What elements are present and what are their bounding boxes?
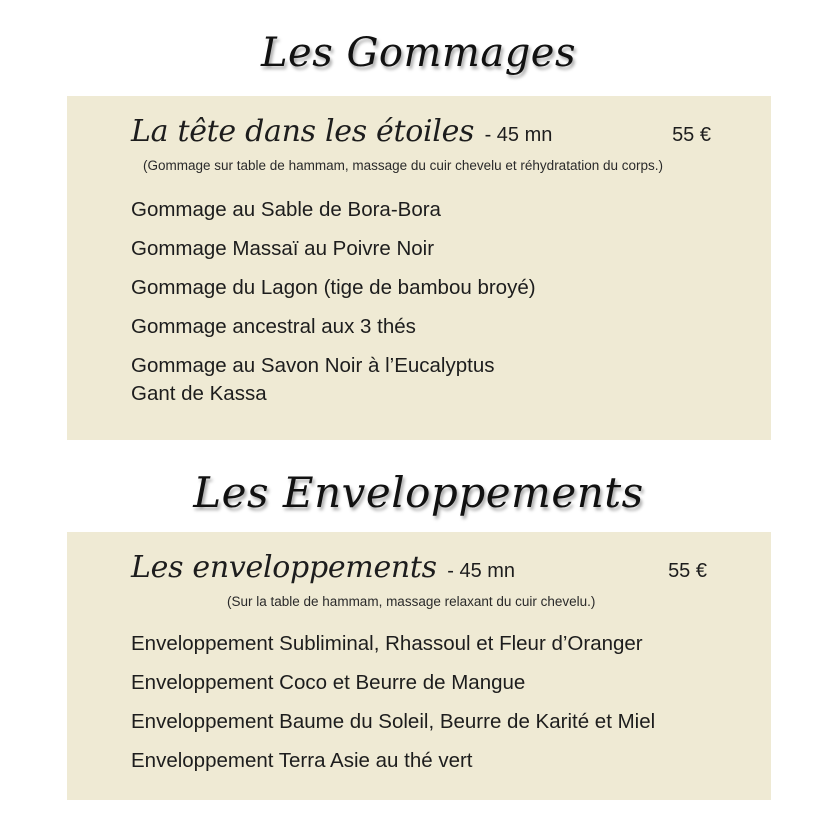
list-item: Gommage Massaï au Poivre Noir [131, 237, 435, 260]
treatment-duration: - 45 mn [447, 560, 516, 582]
list-item: Gommage au Savon Noir à l’Eucalyptus [131, 354, 495, 377]
treatment-duration: - 45 mn [484, 124, 553, 146]
list-item: Gommage ancestral aux 3 thés [131, 315, 416, 338]
treatment-list [131, 630, 655, 786]
treatment-header [131, 114, 711, 149]
list-item: Enveloppement Subliminal, Rhassoul et Fleur d’Oranger [131, 632, 643, 655]
section-title-gommages: Les Gommages [260, 30, 577, 76]
list-item: Gant de Kassa [131, 382, 267, 405]
list-item: Enveloppement Coco et Beurre de Mangue [131, 671, 526, 694]
list-item: Gommage du Lagon (tige de bambou broyé) [131, 276, 536, 299]
gommages-panel [67, 96, 771, 440]
treatment-note: (Sur la table de hammam, massage relaxant du cuir chevelu.) [227, 594, 596, 609]
treatment-name: La tête dans les étoiles [131, 114, 475, 149]
section-title-enveloppements: Les Enveloppements [193, 468, 644, 517]
list-item: Enveloppement Baume du Soleil, Beurre de Karité et Miel [131, 710, 656, 733]
treatment-price: 55 € [672, 124, 711, 146]
treatment-header [131, 550, 711, 585]
list-item: Enveloppement Terra Asie au thé vert [131, 749, 473, 772]
treatment-price: 55 € [668, 560, 707, 582]
treatment-note: (Gommage sur table de hammam, massage du cuir chevelu et réhydratation du corps.) [143, 158, 663, 173]
enveloppements-panel [67, 532, 771, 800]
treatment-name: Les enveloppements [131, 550, 437, 585]
list-item: Gommage au Sable de Bora-Bora [131, 198, 441, 221]
treatment-list [131, 196, 536, 408]
